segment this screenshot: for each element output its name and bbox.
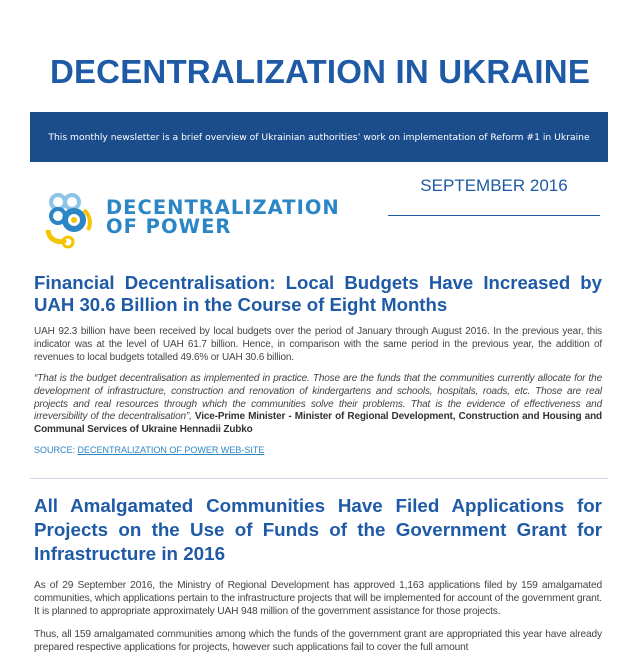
quote-attribution: Vice-Prime Minister - Minister of Regional Development, Construction and Housing and Communal Services of Ukraine Hennadii Zubko — [34, 411, 603, 436]
issue-date: SEPTEMBER 2016 — [420, 176, 568, 195]
article-heading: All Amalgamated Communities Have Filed Applications for Projects on the Use of Funds of the Government Grant for Infrastructure in 2016 — [34, 495, 602, 564]
article-financial-decentralisation — [34, 272, 602, 455]
section-divider — [30, 478, 608, 479]
logo-text-line2: OF POWER — [106, 215, 232, 238]
article-amalgamated-communities — [34, 494, 602, 663]
logo-mark-icon — [44, 190, 108, 252]
article-heading: Financial Decentralisation: Local Budgets Have Increased by UAH 30.6 Billion in the Course of Eight Months — [34, 272, 602, 315]
article-source — [34, 445, 602, 455]
newsletter-banner — [30, 112, 608, 162]
banner-text: This monthly newsletter is a brief overview of Ukrainian authorities’ work on implementation of Reform #1 in Ukraine — [48, 131, 590, 143]
source-label: SOURCE: — [34, 445, 78, 456]
article-paragraph: As of 29 September 2016, the Ministry of Regional Development has approved 1,163 applications filed by 159 amalgamated communities, which applications pertain to the infrastructure projects that will be implemented for account of the government grant. It is planned to appropriate approximately UAH 948 million of the government assistance for those projects. — [34, 580, 602, 618]
decentralization-logo — [44, 190, 344, 252]
logo-text-line1: DECENTRALIZATION — [106, 196, 340, 219]
date-underline — [388, 215, 600, 216]
article-paragraph: UAH 92.3 billion have been received by local budgets over the period of January through August 2016. In the previous year, this indicator was at the level of UAH 61.7 billion. Hence, in comparison with the same period in the previous year, the addition of revenues to local budgets totalled 49.6% or UAH 30.6 billion. — [34, 326, 602, 363]
article-quote — [34, 373, 602, 438]
source-link[interactable]: DECENTRALIZATION OF POWER WEB-SITE — [77, 445, 265, 456]
article-paragraph: Thus, all 159 amalgamated communities among which the funds of the government grant are appropriated this year have already prepared respective applications for projects, however such applications fail to cover the full amount — [34, 628, 602, 653]
page-title: DECENTRALIZATION IN UKRAINE — [49, 53, 591, 90]
quote-text: “That is the budget decentralisation as implemented in practice. Those are the funds that the communities currently allocate for the development of infrastructure, construction and renovation of kindergartens and schools, hospitals, roads, etc. Those are real projects and real resources through which the communities solve their problems. That is the evidence of effectiveness and irreversibility of the decentralisation”, — [34, 372, 602, 423]
